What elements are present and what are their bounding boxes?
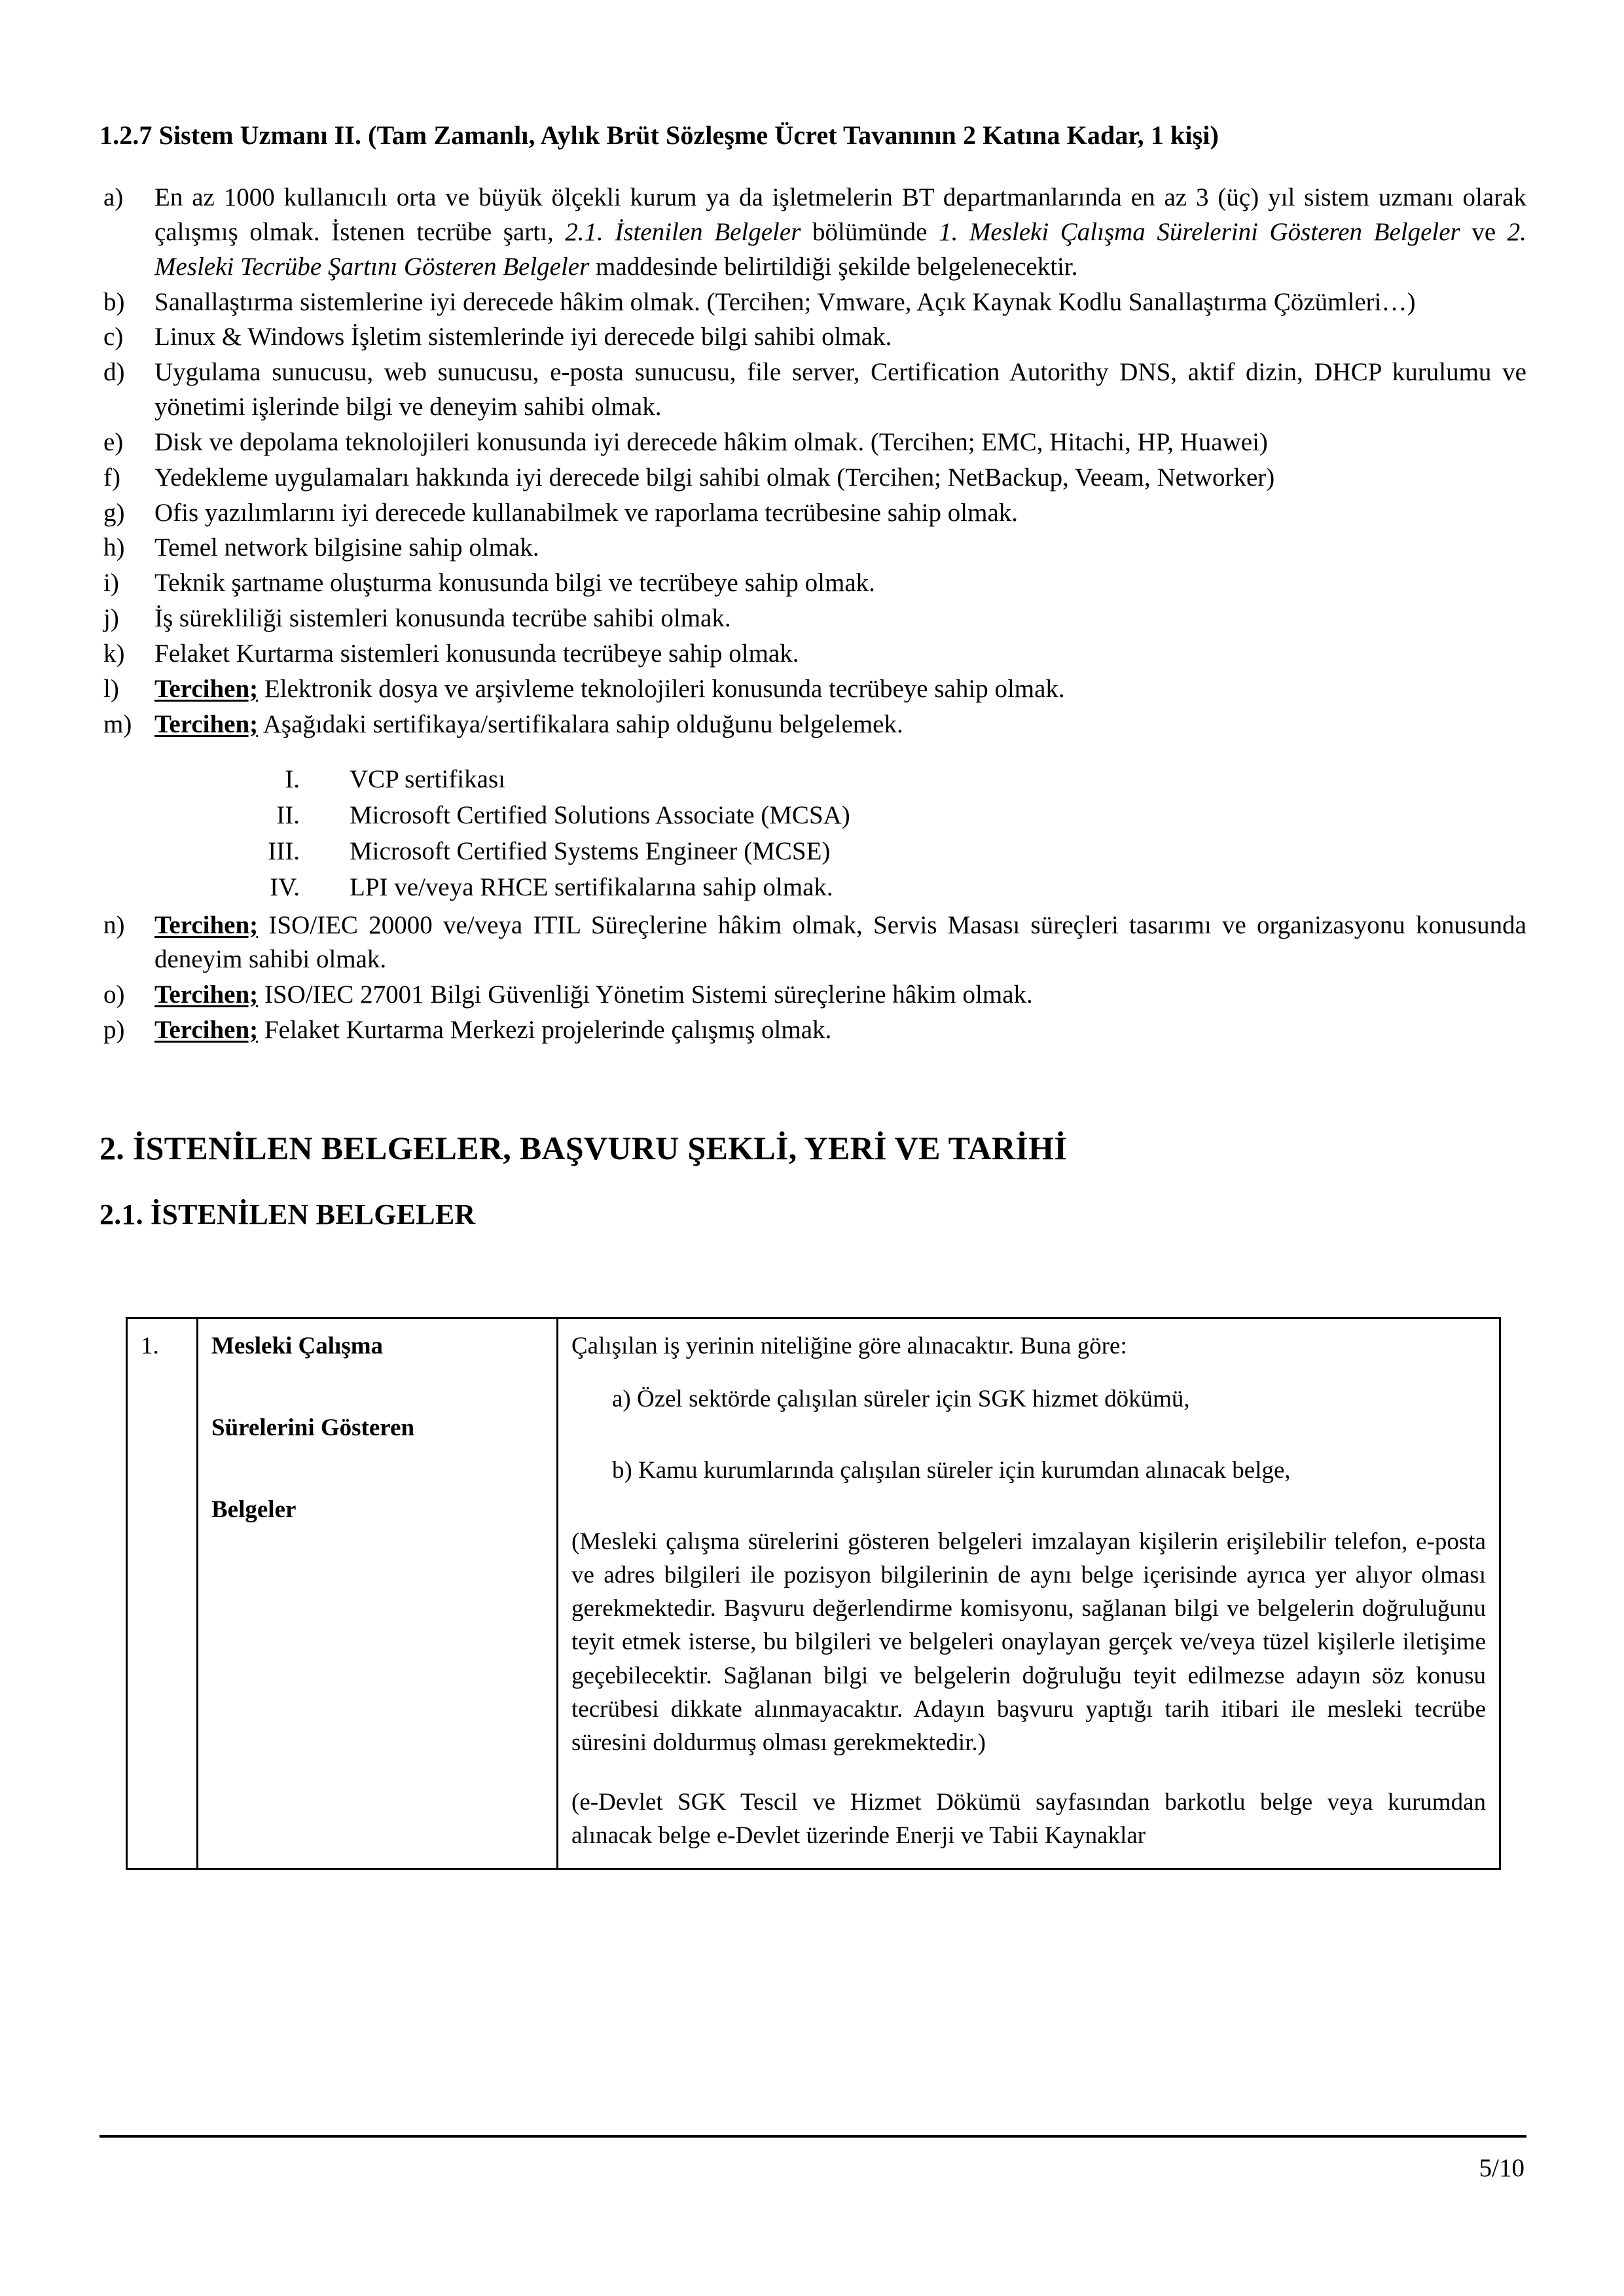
text-run: Aşağıdaki sertifikaya/sertifikalara sahip olduğunu belgelemek. <box>258 709 903 738</box>
list-item-text: Sanallaştırma sistemlerine iyi derecede hâkim olmak. (Tercihen; Vmware, Açık Kaynak Kodlu Sanallaştırma Çözümleri…) <box>154 287 1416 316</box>
text-run: ISO/IEC 20000 ve/veya ITIL Süreçlerine hâkim olmak, Servis Masası süreçleri tasarımı ve organizasyonu konusunda deneyim sahibi olmak. <box>154 910 1526 974</box>
page-title: 1.2.7 Sistem Uzmanı II. (Tam Zamanlı, Aylık Brüt Sözleşme Ücret Tavanının 2 Katına Kadar, 1 kişi) <box>99 120 1219 150</box>
italic-run: 2. Mesleki Tecrübe Şartını Gösteren Belgeler <box>154 217 1526 281</box>
list-item-text: Disk ve depolama teknolojileri konusunda iyi derecede hâkim olmak. (Tercihen; EMC, Hitachi, HP, Huawei) <box>154 427 1268 456</box>
text-run: maddesinde belirtildiği şekilde belgelenecektir. <box>589 252 1078 281</box>
list-item-text: Temel network bilgisine sahip olmak. <box>154 533 539 562</box>
table-row <box>127 1318 1500 1869</box>
list-item <box>99 320 1526 355</box>
list-item-text: Felaket Kurtarma sistemleri konusunda tecrübeye sahip olmak. <box>154 639 799 668</box>
certification-label: Microsoft Certified Solutions Associate (MCSA) <box>350 800 850 829</box>
text-run: Elektronik dosya ve arşivleme teknolojileri konusunda tecrübeye sahip olmak. <box>258 674 1065 703</box>
section-2-1-heading: 2.1. İSTENİLEN BELGELER <box>99 1198 476 1230</box>
list-item-text: Linux & Windows İşletim sistemlerinde iyi derecede bilgi sahibi olmak. <box>154 323 892 351</box>
requirements-list <box>99 181 1526 742</box>
list-item <box>99 181 1526 285</box>
list-marker: p) <box>103 1016 125 1045</box>
list-item <box>99 1013 1526 1048</box>
table-cell-document-name <box>198 1318 558 1869</box>
list-marker: k) <box>103 639 125 668</box>
description-intro: Çalışılan iş yerinin niteliğine göre alınacaktır. Buna göre: <box>571 1333 1127 1360</box>
certification-label: VCP sertifikası <box>350 764 505 793</box>
list-item-text: Teknik şartname oluşturma konusunda bilgi ve tecrübeye sahip olmak. <box>154 569 875 598</box>
list-marker: h) <box>103 533 125 562</box>
italic-run: 2.1. İstenilen Belgeler <box>565 217 801 246</box>
list-item <box>99 461 1526 495</box>
certification-label: Microsoft Certified Systems Engineer (MCSE) <box>350 836 831 865</box>
tercihen-label: Tercihen; <box>154 709 259 738</box>
footer-divider <box>99 2135 1526 2138</box>
list-marker: d) <box>103 358 125 387</box>
description-option-b: b) Kamu kurumlarında çalışılan süreler için kurumdan alınacak belge, <box>612 1457 1291 1484</box>
spacer <box>99 1170 1526 1196</box>
list-item-text: Uygulama sunucusu, web sunucusu, e-posta sunucusu, file server, Certification Autorithy DNS, aktif dizin, DHCP kurulumu ve yönetimi işlerinde bilgi ve deneyim sahibi olmak. <box>154 358 1526 422</box>
tercihen-label: Tercihen; <box>154 980 259 1009</box>
description-option-a: a) Özel sektörde çalışılan süreler için SGK hizmet dökümü, <box>612 1386 1190 1413</box>
list-marker: n) <box>103 910 125 939</box>
roman-marker: IV. <box>270 872 300 901</box>
list-marker: m) <box>103 709 132 738</box>
list-item <box>99 285 1526 320</box>
text-run: En az 1000 kullanıcılı orta ve büyük ölçekli kurum ya da işletmelerin BT departmanlarında en az 3 (üç) yıl sistem uzmanı olarak çalışmış olmak. İstenen tecrübe şartı, <box>154 183 1526 246</box>
tercihen-label: Tercihen; <box>154 910 259 939</box>
certification-item <box>99 870 1526 905</box>
list-item-text: İş sürekliliği sistemleri konusunda tecrübe sahibi olmak. <box>154 604 731 633</box>
page-number: 5/10 <box>1479 2154 1525 2182</box>
text-run: ve <box>1460 217 1507 246</box>
list-item <box>99 637 1526 672</box>
text-run: Felaket Kurtarma Merkezi projelerinde çalışmış olmak. <box>258 1016 832 1045</box>
table-cell-description <box>558 1318 1500 1869</box>
list-marker: c) <box>103 323 124 351</box>
certification-item <box>99 834 1526 869</box>
list-marker: f) <box>103 463 120 492</box>
list-marker: l) <box>103 674 119 703</box>
list-marker: o) <box>103 980 125 1009</box>
tercihen-label: Tercihen; <box>154 674 259 703</box>
list-item <box>99 531 1526 565</box>
certification-item <box>99 798 1526 833</box>
list-marker: j) <box>103 604 119 633</box>
list-item <box>99 978 1526 1013</box>
list-marker: i) <box>103 569 119 598</box>
list-item <box>99 425 1526 460</box>
list-item <box>99 672 1526 707</box>
italic-run: 1. Mesleki Çalışma Sürelerini Gösteren Belgeler <box>939 217 1460 246</box>
list-item-text <box>154 708 1526 742</box>
list-marker: e) <box>103 427 124 456</box>
roman-marker: III. <box>268 836 300 865</box>
list-item-text <box>154 672 1526 707</box>
list-item <box>99 908 1526 978</box>
description-paragraph-1: (Mesleki çalışma sürelerini gösteren belgeleri imzalayan kişilerin erişilebilir telefon, e-posta ve adres bilgileri ile pozisyon bilgilerinin de aynı belge içerisinde ayrıca yer alıyor olması gerekmektedir. Başvuru değerlendirme komisyonu, sağlanan bilgi ve belgelerin doğruluğunu teyit etmek isterse, bu bilgileri ve belgeleri onaylayan gerçek ve/veya tüzel kişilerle iletişime geçebilecektir. Sağlanan bilgi ve belgelerin doğruluğu teyit edilmezse adayın söz konusu tecrübesi dikkate alınmayacaktır. Adayın başvuru yaptığı tarih itibari ile mesleki tecrübe süresini doldurmuş olması gerekmektedir.) <box>571 1528 1486 1756</box>
document-name-line: Mesleki Çalışma <box>211 1333 384 1360</box>
text-run: bölümünde <box>801 217 939 246</box>
roman-marker: I. <box>285 764 300 793</box>
list-item <box>99 355 1526 425</box>
certification-label: LPI ve/veya RHCE sertifikalarına sahip olmak. <box>350 872 833 901</box>
required-documents-table <box>126 1317 1501 1870</box>
certifications-list <box>99 762 1526 905</box>
list-item-text <box>154 978 1526 1013</box>
list-item-text <box>154 908 1526 978</box>
document-name-line: Sürelerini Gösteren <box>211 1414 415 1442</box>
text-run: ISO/IEC 27001 Bilgi Güvenliği Yönetim Sistemi süreçlerine hâkim olmak. <box>258 980 1033 1009</box>
requirements-list-continued <box>99 908 1526 1048</box>
list-marker: b) <box>103 287 125 316</box>
spacer <box>99 1049 1526 1127</box>
list-item-text: Ofis yazılımlarını iyi derecede kullanabilmek ve raporlama tecrübesine sahip olmak. <box>154 498 1019 527</box>
list-item-text <box>154 181 1526 285</box>
list-item <box>99 601 1526 636</box>
list-item-text <box>154 1013 1526 1048</box>
list-marker: g) <box>103 498 125 527</box>
description-paragraph-2: (e-Devlet SGK Tescil ve Hizmet Dökümü sayfasından barkotlu belge veya kurumdan alınacak belge e-Devlet üzerinde Enerji ve Tabii Kaynaklar <box>571 1788 1486 1849</box>
list-item <box>99 708 1526 742</box>
page-content <box>99 119 1526 1870</box>
table-cell-number: 1. <box>127 1318 198 1869</box>
list-item <box>99 496 1526 531</box>
list-item-text: Yedekleme uygulamaları hakkında iyi derecede bilgi sahibi olmak (Tercihen; NetBackup, Veeam, Networker) <box>154 463 1275 492</box>
section-2-heading: 2. İSTENİLEN BELGELER, BAŞVURU ŞEKLİ, YERİ VE TARİHİ <box>99 1130 1068 1166</box>
tercihen-label: Tercihen; <box>154 1016 259 1045</box>
list-marker: a) <box>103 183 124 211</box>
spacer <box>99 1233 1526 1317</box>
roman-marker: II. <box>276 800 300 829</box>
document-name-line: Belgeler <box>211 1496 297 1524</box>
list-item <box>99 566 1526 601</box>
certification-item <box>99 762 1526 797</box>
